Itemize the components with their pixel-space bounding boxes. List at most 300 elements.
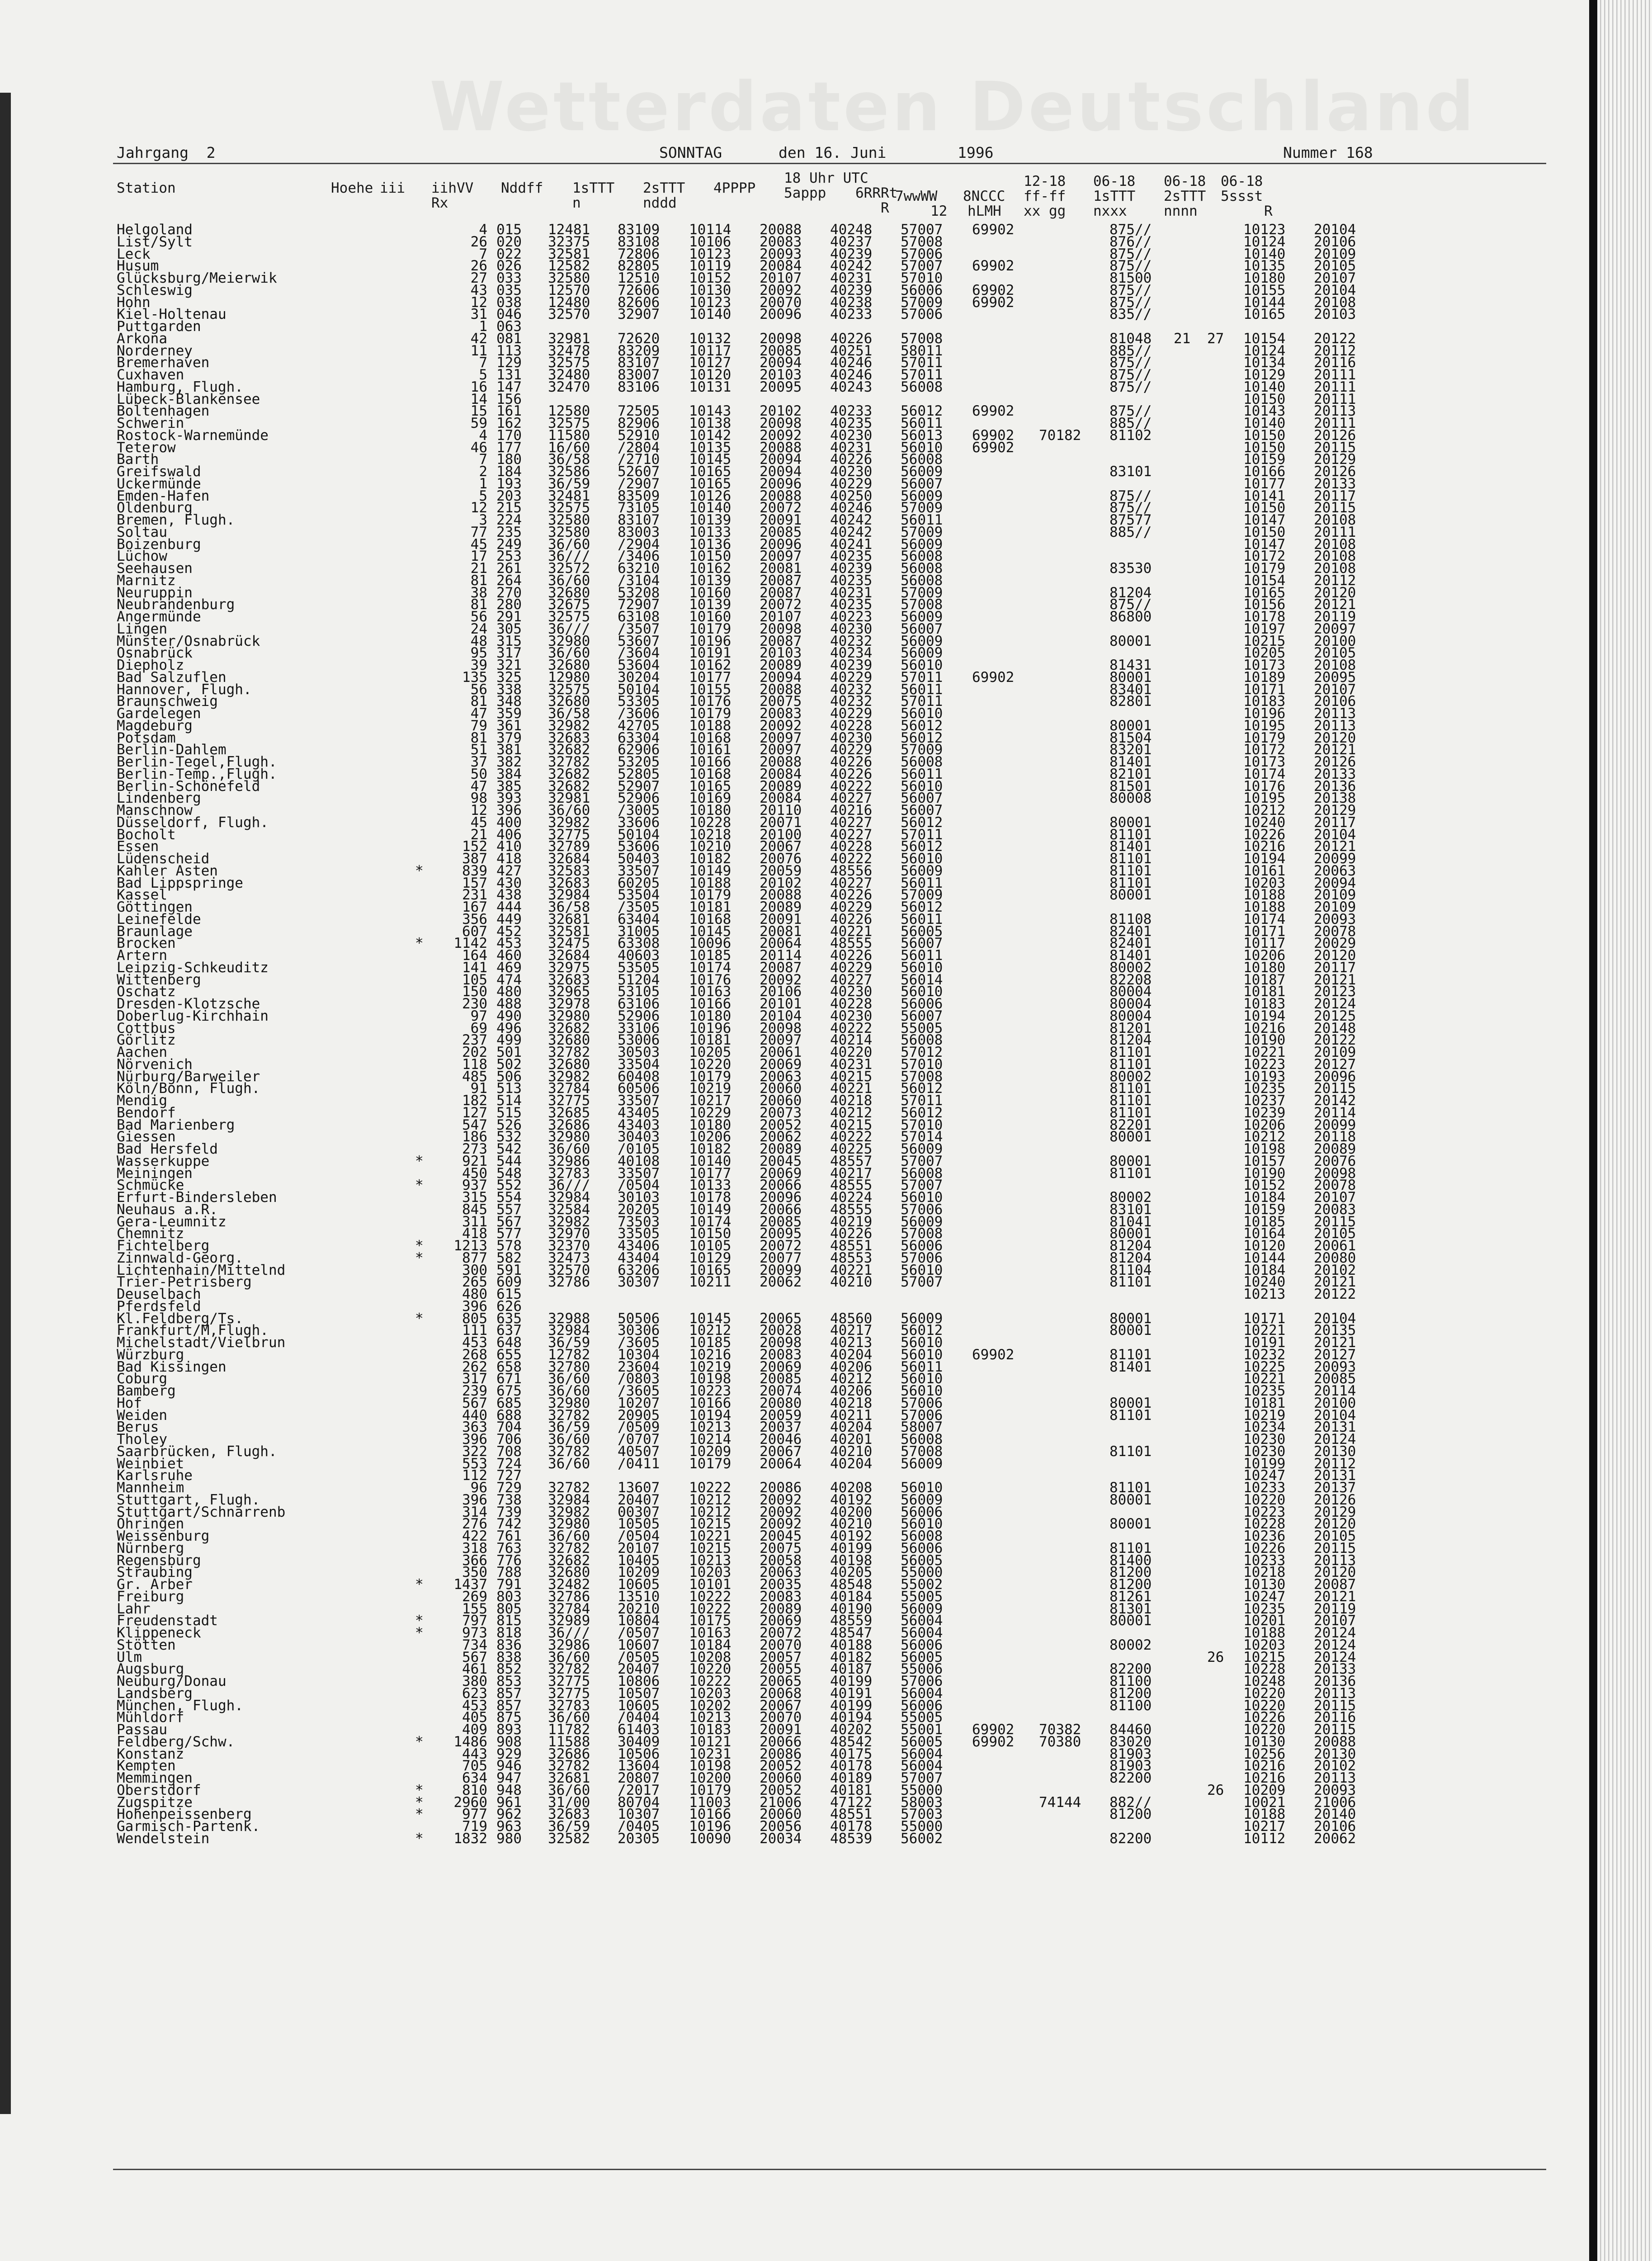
iihvv: 36/60 xyxy=(548,1455,590,1472)
tendency: 56004 xyxy=(901,1625,943,1641)
station-id: 379 xyxy=(496,729,522,746)
elevation: 921 xyxy=(462,1153,487,1169)
elevation: 98 xyxy=(470,790,487,807)
pressure: 40230 xyxy=(830,427,873,444)
station-id: 742 xyxy=(496,1516,522,1533)
max-temp: 10188 xyxy=(1243,899,1286,915)
min-temp: 20129 xyxy=(1314,802,1356,818)
station-name: Passau xyxy=(117,1722,167,1738)
iihvv: 12570 xyxy=(548,282,590,298)
elevation: 1832 xyxy=(453,1830,487,1847)
iihvv: 36/58 xyxy=(548,451,590,468)
station-id: 893 xyxy=(496,1722,522,1738)
nddff: 63304 xyxy=(618,729,660,746)
station-id: 648 xyxy=(496,1334,522,1351)
max-temp: 10173 xyxy=(1243,657,1286,673)
iihvv: 32686 xyxy=(548,1116,590,1133)
iihvv: 32682 xyxy=(548,766,590,782)
station-name: Angermünde xyxy=(117,609,201,625)
station-name: Leinefelde xyxy=(117,911,201,927)
station-name: Stuttgart/Schnarrenb xyxy=(117,1504,286,1520)
temp-1sttt: 10175 xyxy=(689,1613,732,1629)
clouds: 81903 xyxy=(1109,1745,1152,1762)
nddff: 13604 xyxy=(618,1758,660,1774)
clouds: 81204 xyxy=(1109,584,1152,601)
clouds: 80008 xyxy=(1109,790,1152,807)
tendency: 56011 xyxy=(901,947,943,964)
dew-2sttt: 20081 xyxy=(760,923,802,940)
nddff: 52906 xyxy=(618,1008,660,1024)
dew-2sttt: 20107 xyxy=(760,609,802,625)
min-temp: 20117 xyxy=(1314,487,1356,504)
dew-2sttt: 20094 xyxy=(760,451,802,468)
clouds: 86800 xyxy=(1109,609,1152,625)
dew-2sttt: 20074 xyxy=(760,1383,802,1399)
iihvv: 32586 xyxy=(548,464,590,480)
clouds: 885// xyxy=(1109,415,1152,431)
clouds: 83020 xyxy=(1109,1733,1152,1750)
station-id: 554 xyxy=(496,1189,522,1206)
min-temp: 20107 xyxy=(1314,681,1356,698)
elevation: 1 xyxy=(479,475,487,492)
station-name: Artern xyxy=(117,947,167,964)
max-temp: 10234 xyxy=(1243,1419,1286,1436)
elevation: 27 xyxy=(470,270,487,286)
nddff: 53505 xyxy=(618,959,660,976)
elevation: 45 xyxy=(470,814,487,831)
clouds: 82208 xyxy=(1109,971,1152,988)
station-id: 776 xyxy=(496,1552,522,1569)
max-temp: 10181 xyxy=(1243,984,1286,1000)
tendency: 56012 xyxy=(901,1080,943,1097)
dew-2sttt: 20052 xyxy=(760,1758,802,1774)
pressure: 40200 xyxy=(830,1504,873,1520)
elevation: 405 xyxy=(462,1709,487,1726)
clouds: 81200 xyxy=(1109,1806,1152,1823)
clouds: 81101 xyxy=(1109,1274,1152,1291)
station-name: Klippeneck xyxy=(117,1625,201,1641)
nddff: 53604 xyxy=(618,657,660,673)
dew-2sttt: 20034 xyxy=(760,1830,802,1847)
station-name: Braunschweig xyxy=(117,693,218,710)
iihvv: 32681 xyxy=(548,911,590,927)
temp-1sttt: 10168 xyxy=(689,766,732,782)
station-id: 026 xyxy=(496,258,522,274)
nddff: /0507 xyxy=(618,1625,660,1641)
station-name: Emden-Hafen xyxy=(117,487,210,504)
iihvv: 36/60 xyxy=(548,645,590,662)
tendency: 55005 xyxy=(901,1020,943,1036)
tendency: 57010 xyxy=(901,1056,943,1073)
station-id: 615 xyxy=(496,1286,522,1302)
station-id: 280 xyxy=(496,596,522,613)
temp-1sttt: 10219 xyxy=(689,1358,732,1375)
elevation: 91 xyxy=(470,1080,487,1097)
clouds: 81903 xyxy=(1109,1758,1152,1774)
clouds: 83101 xyxy=(1109,1201,1152,1218)
elevation: 38 xyxy=(470,584,487,601)
station-name: Bocholt xyxy=(117,826,176,843)
pressure: 40217 xyxy=(830,1322,873,1339)
temp-1sttt: 10139 xyxy=(689,596,732,613)
mountain-marker: * xyxy=(415,1238,424,1254)
pressure: 40237 xyxy=(830,233,873,250)
iihvv: 32682 xyxy=(548,1020,590,1036)
station-id: 947 xyxy=(496,1770,522,1786)
nddff: 53205 xyxy=(618,754,660,770)
iihvv: 36/60 xyxy=(548,536,590,553)
station-name: Nürburg/Barweiler xyxy=(117,1068,260,1085)
nddff: 30503 xyxy=(618,1044,660,1060)
max-temp: 10184 xyxy=(1243,1262,1286,1278)
elevation: 366 xyxy=(462,1552,487,1569)
temp-1sttt: 10184 xyxy=(689,1637,732,1653)
pressure: 40229 xyxy=(830,742,873,758)
pressure: 40235 xyxy=(830,572,873,589)
clouds: 82401 xyxy=(1109,923,1152,940)
iihvv: 32681 xyxy=(548,1770,590,1786)
max-temp: 10195 xyxy=(1243,717,1286,734)
col-iihvv-sub: Rx xyxy=(431,195,448,211)
station-id: 591 xyxy=(496,1262,522,1278)
station-name: Schmücke xyxy=(117,1177,184,1194)
min-temp: 20105 xyxy=(1314,1225,1356,1242)
temp-1sttt: 10165 xyxy=(689,1262,732,1278)
station-id: 427 xyxy=(496,862,522,879)
iihvv: 32986 xyxy=(548,1637,590,1653)
pressure: 47122 xyxy=(830,1794,873,1811)
min-temp: 20105 xyxy=(1314,258,1356,274)
tendency: 57011 xyxy=(901,367,943,383)
min-temp: 20105 xyxy=(1314,1528,1356,1544)
tendency: 56010 xyxy=(901,1516,943,1533)
table-row xyxy=(117,1830,1356,1847)
nddff: 23604 xyxy=(618,1358,660,1375)
iihvv: 12782 xyxy=(548,1346,590,1363)
dew-2sttt: 20045 xyxy=(760,1153,802,1169)
pressure: 40230 xyxy=(830,464,873,480)
clouds: 876// xyxy=(1109,233,1152,250)
tendency: 56005 xyxy=(901,1733,943,1750)
min-temp: 20136 xyxy=(1314,1673,1356,1689)
clouds: 81400 xyxy=(1109,1552,1152,1569)
nddff: 40507 xyxy=(618,1443,660,1460)
station-id: 499 xyxy=(496,1032,522,1049)
temp-1sttt: 10162 xyxy=(689,560,732,577)
nddff: 83107 xyxy=(618,355,660,371)
weather: 70382 xyxy=(1039,1722,1081,1738)
max-temp: 10123 xyxy=(1243,222,1286,238)
temp-1sttt: 10203 xyxy=(689,1564,732,1581)
station-id: 962 xyxy=(496,1806,522,1823)
temp-1sttt: 10160 xyxy=(689,609,732,625)
nddff: 10506 xyxy=(618,1745,660,1762)
col-ss-sub: R xyxy=(1264,203,1273,219)
min-temp: 20112 xyxy=(1314,572,1356,589)
tendency: 57006 xyxy=(901,1395,943,1411)
col-ff: ff-ff xyxy=(1024,188,1066,204)
dew-2sttt: 20089 xyxy=(760,1600,802,1617)
min-temp: 20121 xyxy=(1314,1588,1356,1605)
table-row xyxy=(117,1274,1356,1291)
pressure: 40214 xyxy=(830,1032,873,1049)
temp-1sttt: 10140 xyxy=(689,500,732,516)
elevation: 14 xyxy=(470,391,487,407)
elevation: 461 xyxy=(462,1661,487,1678)
tendency: 56010 xyxy=(901,705,943,722)
nddff: 33507 xyxy=(618,1165,660,1182)
station-id: 215 xyxy=(496,500,522,516)
elevation: 239 xyxy=(462,1383,487,1399)
tendency: 56006 xyxy=(901,1637,943,1653)
col-6rrrt-sub: R xyxy=(881,200,889,216)
clouds: 82200 xyxy=(1109,1770,1152,1786)
station-name: Kahler Asten xyxy=(117,862,218,879)
min-temp: 20121 xyxy=(1314,1274,1356,1291)
col-nddff: Nddff xyxy=(501,180,543,196)
temp-1sttt: 10196 xyxy=(689,1020,732,1036)
max-temp: 10150 xyxy=(1243,439,1286,456)
station-name: Feldberg/Schw. xyxy=(117,1733,235,1750)
max-temp: 10194 xyxy=(1243,851,1286,867)
clouds: 81101 xyxy=(1109,1044,1152,1060)
iihvv: 32686 xyxy=(548,1745,590,1762)
tendency: 56005 xyxy=(901,1552,943,1569)
temp-1sttt: 10191 xyxy=(689,645,732,662)
dew-2sttt: 20088 xyxy=(760,487,802,504)
elevation: 2960 xyxy=(453,1794,487,1811)
elevation: 705 xyxy=(462,1758,487,1774)
temp-1sttt: 10222 xyxy=(689,1673,732,1689)
station-id: 453 xyxy=(496,935,522,952)
elevation: 396 xyxy=(462,1431,487,1447)
max-temp: 10130 xyxy=(1243,1576,1286,1593)
station-id: 961 xyxy=(496,1794,522,1811)
nddff: 63206 xyxy=(618,1262,660,1278)
elevation: 1213 xyxy=(453,1238,487,1254)
nddff: 43403 xyxy=(618,1116,660,1133)
clouds: 875// xyxy=(1109,294,1152,311)
station-name: Barth xyxy=(117,451,159,468)
tendency: 57008 xyxy=(901,1225,943,1242)
tendency: 57009 xyxy=(901,887,943,903)
iihvv: 32975 xyxy=(548,959,590,976)
station-name: Freiburg xyxy=(117,1588,184,1605)
station-name: Neuhaus a.R. xyxy=(117,1201,218,1218)
tendency: 56008 xyxy=(901,572,943,589)
temp-1sttt: 10165 xyxy=(689,778,732,795)
station-id: 180 xyxy=(496,451,522,468)
tendency: 56008 xyxy=(901,754,943,770)
pressure: 40235 xyxy=(830,596,873,613)
min-temp: 20114 xyxy=(1314,1383,1356,1399)
dew-2sttt: 20077 xyxy=(760,1249,802,1266)
iihvv: 36/// xyxy=(548,620,590,637)
elevation: 26 xyxy=(470,233,487,250)
nddff: 30103 xyxy=(618,1189,660,1206)
temp-1sttt: 10101 xyxy=(689,1576,732,1593)
clouds: 82201 xyxy=(1109,1116,1152,1133)
station-name: Nürnberg xyxy=(117,1540,184,1556)
nddff: 32907 xyxy=(618,306,660,323)
max-temp: 10216 xyxy=(1243,1770,1286,1786)
tendency: 56009 xyxy=(901,1141,943,1157)
clouds: 81401 xyxy=(1109,947,1152,964)
elevation: 322 xyxy=(462,1443,487,1460)
pressure: 40218 xyxy=(830,1093,873,1109)
max-temp: 10147 xyxy=(1243,536,1286,553)
iihvv: 36/// xyxy=(548,1177,590,1194)
station-name: Glücksburg/Meierwik xyxy=(117,270,277,286)
dew-2sttt: 20092 xyxy=(760,282,802,298)
station-name: Weinbiet xyxy=(117,1455,184,1472)
station-name: Aachen xyxy=(117,1044,167,1060)
pressure: 40229 xyxy=(830,959,873,976)
temp-1sttt: 10155 xyxy=(689,681,732,698)
col-ss-period: 06-18 xyxy=(1221,173,1263,189)
nddff: 72620 xyxy=(618,330,660,347)
pressure: 40232 xyxy=(830,693,873,710)
dew-2sttt: 20066 xyxy=(760,1177,802,1194)
clouds: 80002 xyxy=(1109,959,1152,976)
nddff: /2904 xyxy=(618,536,660,553)
iihvv: 36/60 xyxy=(548,1141,590,1157)
max-temp: 10130 xyxy=(1243,1733,1286,1750)
temp-1sttt: 10219 xyxy=(689,1080,732,1097)
station-name: Neuburg/Donau xyxy=(117,1673,227,1689)
station-name: Essen xyxy=(117,838,159,855)
dew-2sttt: 20094 xyxy=(760,355,802,371)
clouds: 81101 xyxy=(1109,1540,1152,1556)
col-5appp: 5appp xyxy=(784,185,826,201)
elevation: 7 xyxy=(479,451,487,468)
dew-2sttt: 20098 xyxy=(760,1334,802,1351)
clouds: 80001 xyxy=(1109,1395,1152,1411)
dew-2sttt: 20098 xyxy=(760,1020,802,1036)
year-label: 1996 xyxy=(958,144,994,161)
pressure: 40206 xyxy=(830,1358,873,1375)
col-iihvv: iihVV xyxy=(431,180,474,196)
clouds: 81101 xyxy=(1109,1165,1152,1182)
nddff: /3406 xyxy=(618,548,660,565)
tendency: 55005 xyxy=(901,1709,943,1726)
min-temp: 20111 xyxy=(1314,391,1356,407)
tendency: 56007 xyxy=(901,475,943,492)
elevation: 59 xyxy=(470,415,487,431)
max-temp: 10220 xyxy=(1243,1697,1286,1714)
elevation: 797 xyxy=(462,1613,487,1629)
elevation: 443 xyxy=(462,1745,487,1762)
mountain-marker: * xyxy=(415,935,424,952)
clouds: 82101 xyxy=(1109,766,1152,782)
min-temp: 20093 xyxy=(1314,911,1356,927)
dew-2sttt: 20094 xyxy=(760,464,802,480)
max-temp: 10171 xyxy=(1243,681,1286,698)
clouds: 80001 xyxy=(1109,814,1152,831)
station-id: 381 xyxy=(496,742,522,758)
station-name: Erfurt-Bindersleben xyxy=(117,1189,277,1206)
station-name: Ulm xyxy=(117,1649,142,1665)
pressure: 40227 xyxy=(830,814,873,831)
station-name: Norderney xyxy=(117,342,193,359)
nddff: /3605 xyxy=(618,1334,660,1351)
station-id: 658 xyxy=(496,1358,522,1375)
precip: 69902 xyxy=(972,1346,1015,1363)
min-temp: 20083 xyxy=(1314,1201,1356,1218)
min-temp: 20063 xyxy=(1314,862,1356,879)
pressure: 40231 xyxy=(830,584,873,601)
max-temp: 10184 xyxy=(1243,1189,1286,1206)
station-id: 853 xyxy=(496,1673,522,1689)
station-name: Diepholz xyxy=(117,657,184,673)
min-temp: 20127 xyxy=(1314,1056,1356,1073)
clouds: 80001 xyxy=(1109,633,1152,649)
dew-2sttt: 20093 xyxy=(760,246,802,262)
station-name: Bad Marienberg xyxy=(117,1116,235,1133)
col-8nccc: 8NCCC xyxy=(963,188,1005,204)
min-temp: 20088 xyxy=(1314,1733,1356,1750)
max-temp: 10154 xyxy=(1243,572,1286,589)
clouds: 80001 xyxy=(1109,887,1152,903)
max-temp: 10188 xyxy=(1243,1625,1286,1641)
iihvv: 32984 xyxy=(548,1189,590,1206)
tendency: 56012 xyxy=(901,403,943,420)
dew-2sttt: 20098 xyxy=(760,620,802,637)
elevation: 2 xyxy=(479,464,487,480)
dew-2sttt: 20056 xyxy=(760,1818,802,1835)
nddff: /2804 xyxy=(618,439,660,456)
pressure: 40229 xyxy=(830,669,873,686)
station-id: 704 xyxy=(496,1419,522,1436)
pressure: 40190 xyxy=(830,1600,873,1617)
stacked-page-edges xyxy=(1597,0,1652,2261)
max-temp: 10216 xyxy=(1243,838,1286,855)
dew-2sttt: 20088 xyxy=(760,222,802,238)
elevation: 81 xyxy=(470,596,487,613)
temp-1sttt: 10149 xyxy=(689,862,732,879)
pressure: 40224 xyxy=(830,1189,873,1206)
nddff: /3604 xyxy=(618,645,660,662)
nddff: 53208 xyxy=(618,584,660,601)
mountain-marker: * xyxy=(415,1177,424,1194)
max-temp: 10223 xyxy=(1243,1504,1286,1520)
nddff: 50506 xyxy=(618,1310,660,1327)
max-temp: 10209 xyxy=(1243,1782,1286,1798)
nddff: 20407 xyxy=(618,1491,660,1508)
max-temp: 10206 xyxy=(1243,1116,1286,1133)
wind-gg: 26 xyxy=(1207,1649,1224,1665)
iihvv: 36/60 xyxy=(548,1383,590,1399)
max-temp: 10230 xyxy=(1243,1443,1286,1460)
max-temp: 10190 xyxy=(1243,1165,1286,1182)
max-temp: 10236 xyxy=(1243,1528,1286,1544)
clouds: 81261 xyxy=(1109,1588,1152,1605)
temp-1sttt: 10169 xyxy=(689,790,732,807)
min-temp: 20100 xyxy=(1314,633,1356,649)
dew-2sttt: 20085 xyxy=(760,342,802,359)
station-id: 131 xyxy=(496,367,522,383)
station-id: 805 xyxy=(496,1600,522,1617)
station-id: 203 xyxy=(496,487,522,504)
tendency: 56009 xyxy=(901,1600,943,1617)
dew-2sttt: 20102 xyxy=(760,875,802,891)
temp-1sttt: 10176 xyxy=(689,693,732,710)
station-id: 184 xyxy=(496,464,522,480)
station-id: 929 xyxy=(496,1745,522,1762)
min-temp: 20129 xyxy=(1314,451,1356,468)
dew-2sttt: 20083 xyxy=(760,1346,802,1363)
elevation: 135 xyxy=(462,669,487,686)
